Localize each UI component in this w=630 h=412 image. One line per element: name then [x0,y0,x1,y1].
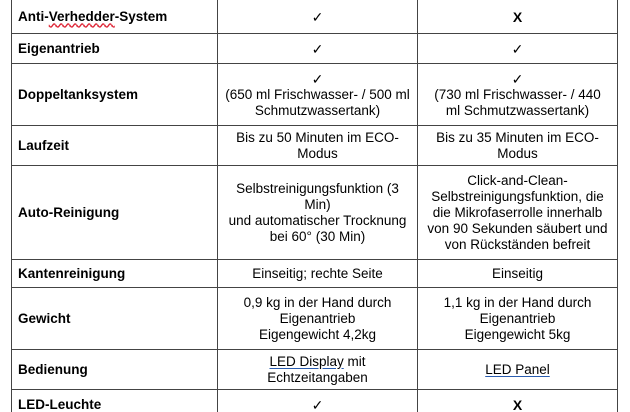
value-cell [418,0,618,34]
comparison-table [11,0,618,412]
table-row [12,350,618,390]
led-panel-link[interactable]: LED Panel [485,361,550,377]
row-label: Auto-Reinigung [12,166,218,260]
table-row [12,0,618,34]
cell-line: Bis zu 50 Minuten im ECO- [236,129,399,145]
value-cell [218,0,418,34]
value-cell [418,390,618,412]
cross-icon: X [512,396,523,412]
row-label: Eigenantrieb [12,34,218,64]
table-row [12,34,618,64]
cell-line: Modus [297,145,338,161]
cell-line: Echtzeitangaben [267,369,368,385]
cell-line: ml Schmutzwassertank) [445,102,590,118]
check-icon: ✓ [511,40,524,57]
cell-line: (730 ml Frischwasser- / 440 [434,86,601,102]
value-cell [218,64,418,126]
value-cell [218,166,418,260]
cell-line: (650 ml Frischwasser- / 500 ml [225,86,410,102]
cell-line: von 90 Sekunden säubert und [427,220,608,236]
row-label: Gewicht [12,288,218,350]
value-cell [418,166,618,260]
cell-line: 0,9 kg in der Hand durch [243,294,392,310]
check-icon: ✓ [511,70,524,87]
check-icon: ✓ [311,396,324,412]
row-label: Laufzeit [12,126,218,166]
cell-line: Eigengewicht 4,2kg [258,326,377,342]
check-icon: ✓ [311,70,324,87]
cell-line: Eigengewicht 5kg [464,326,571,342]
table-row [12,64,618,126]
table-row [12,390,618,412]
cell-line: Bis zu 35 Minuten im ECO- [436,129,599,145]
cell-line: Selbstreinigungsfunktion, die [431,188,604,204]
row-label: Anti-Verhedder-System [12,0,218,34]
led-display-link[interactable]: LED Display [269,353,344,369]
value-cell: Einseitig; rechte Seite [218,260,418,288]
value-cell [418,64,618,126]
table-row [12,288,618,350]
document-page [11,0,619,412]
value-cell [418,350,618,390]
spellcheck-word: Verhedder [48,8,115,24]
row-label: LED-Leuchte [12,390,218,412]
cell-line: Schmutzwassertank) [254,102,381,118]
check-icon: ✓ [311,8,324,25]
value-cell: LED Display mit Echtzeitangaben [218,350,418,390]
value-cell [418,126,618,166]
cell-line: von Rückständen befreit [444,236,591,252]
row-label: Doppeltanksystem [12,64,218,126]
cell-line: Modus [497,145,538,161]
cell-line: die Mikrofaserrolle innerhalb [432,204,603,220]
check-icon: ✓ [311,40,324,57]
cell-line: Selbstreinigungsfunktion (3 Min) [236,180,399,212]
cell-line: und automatischer Trocknung [228,212,407,228]
value-cell [218,126,418,166]
cross-icon: X [512,8,523,25]
value-cell [218,390,418,412]
cell-line: Eigenantrieb [279,310,356,326]
row-label: Bedienung [12,350,218,390]
cell-line: 1,1 kg in der Hand durch [443,294,592,310]
value-cell: Einseitig [418,260,618,288]
table-row [12,260,618,288]
table-row [12,166,618,260]
value-cell [418,34,618,64]
cell-line: bei 60° (30 Min) [269,228,366,244]
row-label: Kantenreinigung [12,260,218,288]
value-cell [218,34,418,64]
value-cell [418,288,618,350]
value-cell [218,288,418,350]
cell-line: Eigenantrieb [479,310,556,326]
table-row [12,126,618,166]
cell-line: Click-and-Clean- [467,172,568,188]
